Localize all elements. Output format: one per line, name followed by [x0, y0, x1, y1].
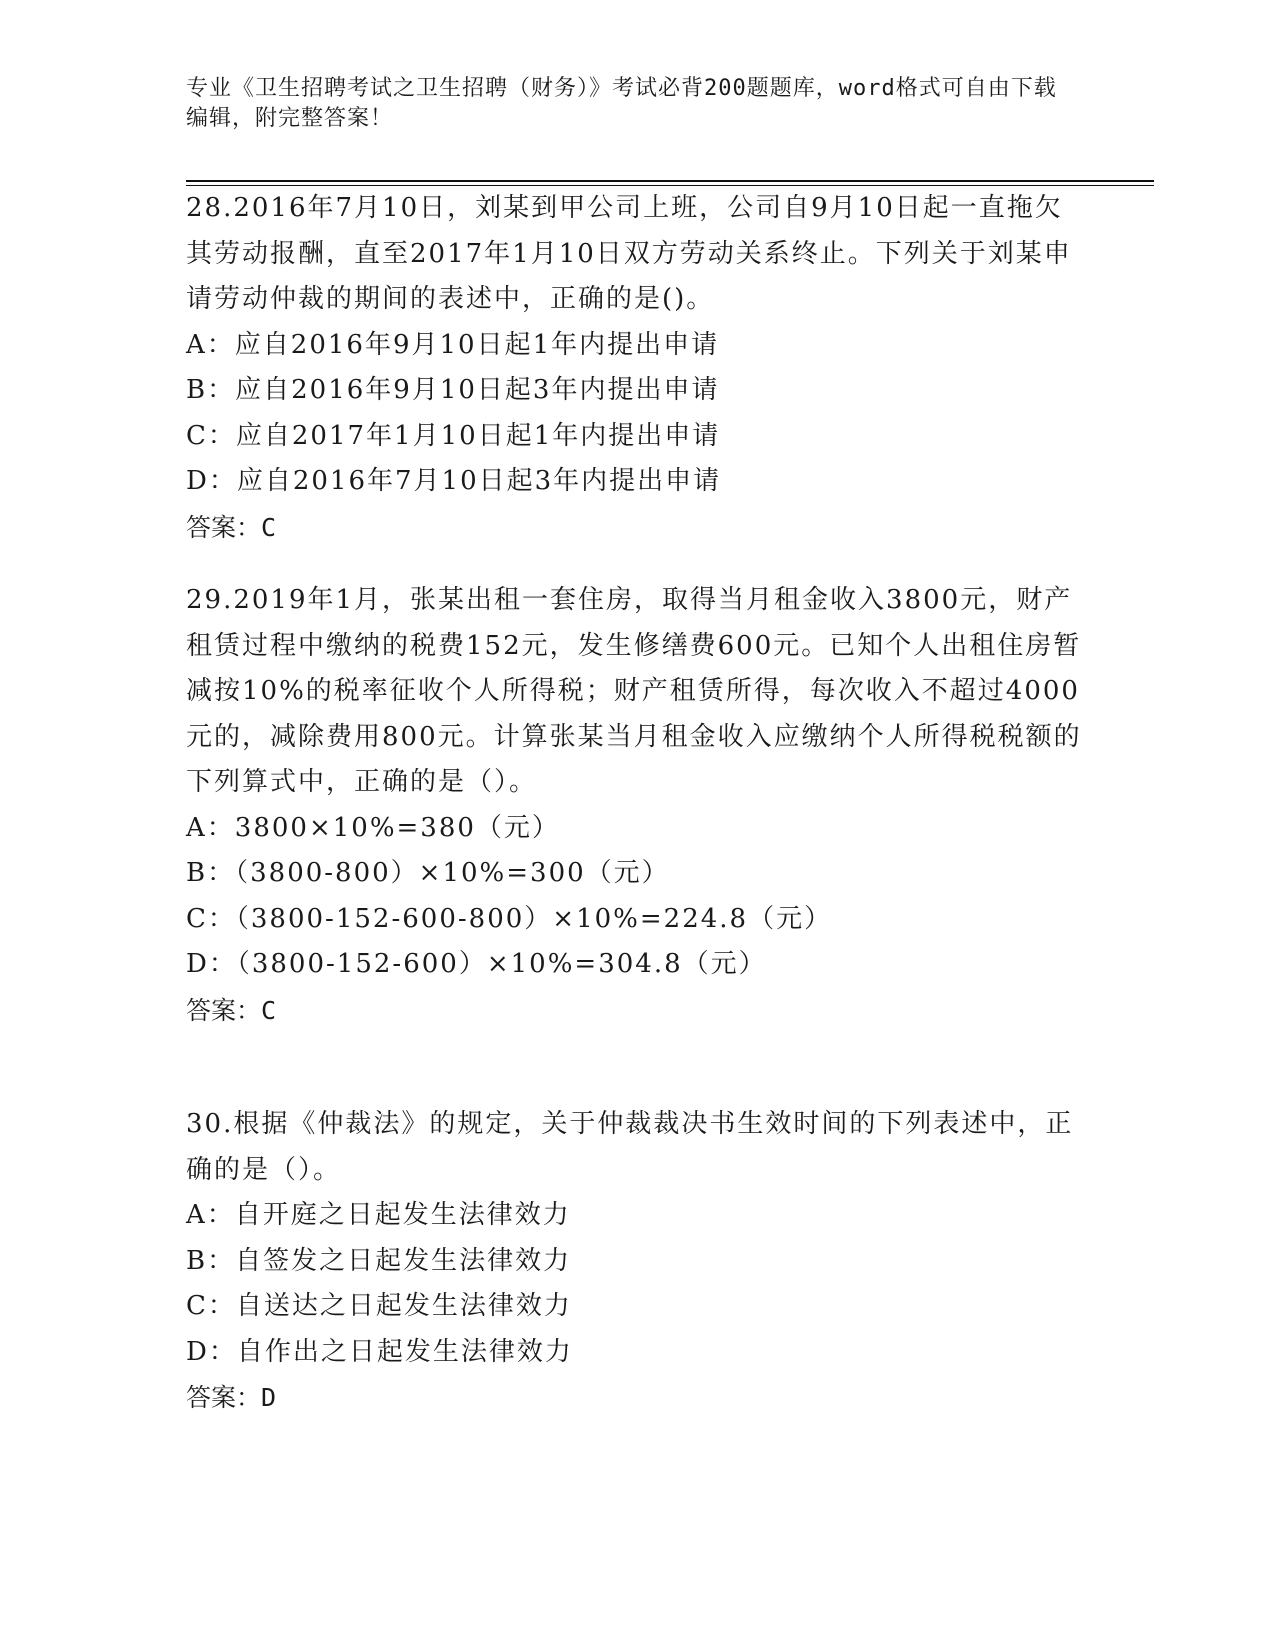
option-d: D：应自2016年7月10日起3年内提出申请 [186, 466, 722, 496]
option-d: D：（3800-152-600）×10%=304.8（元） [186, 949, 767, 979]
option-b: B：自签发之日起发生法律效力 [186, 1245, 572, 1276]
header-divider-thick [186, 180, 1154, 182]
option-a: A：自开庭之日起发生法律效力 [186, 1200, 571, 1230]
option-a: A：3800×10%=380（元） [186, 812, 560, 843]
option-b: B：（3800-800）×10%=300（元） [186, 858, 670, 888]
question-29 [186, 578, 1086, 1033]
question-30 [186, 1102, 1086, 1421]
option-b: B：应自2016年9月10日起3年内提出申请 [186, 375, 720, 405]
option-c: C：应自2017年1月10日起1年内提出申请 [186, 420, 721, 451]
answer-label: 答案：D [186, 1383, 277, 1412]
answer-label: 答案：C [186, 512, 277, 542]
question-stem: 29.2019年1月，张某出租一套住房，取得当月租金收入3800元，财产租赁过程中缴纳的税费152元，发生修缮费600元。已知个人出租住房暂减按10%的税率征收个人所得税；财产租赁所得，每次收入不超过4000元的，减除费用800元。计算张某当月租金收入应缴纳个人所得税税额的下列算式中，正确的是（）。 [186, 585, 1082, 797]
option-d: D：自作出之日起发生法律效力 [186, 1336, 573, 1367]
option-a: A：应自2016年9月10日起1年内提出申请 [186, 329, 720, 360]
question-28 [186, 186, 1086, 550]
question-stem: 28.2016年7月10日，刘某到甲公司上班，公司自9月10日起一直拖欠其劳动报酬，直至2017年1月10日双方劳动关系终止。下列关于刘某申请劳动仲裁的期间的表述中，正确的是()。 [186, 193, 1072, 314]
answer-label: 答案：C [186, 995, 277, 1025]
header-text: 专业《卫生招聘考试之卫生招聘（财务）》考试必背200题题库，word格式可自由下载编辑，附完整答案！ [186, 76, 1057, 131]
document-header [186, 74, 1066, 134]
option-c: C：（3800-152-600-800）×10%=224.8（元） [186, 903, 833, 934]
question-stem: 30.根据《仲裁法》的规定，关于仲裁裁决书生效时间的下列表述中，正确的是（）。 [186, 1109, 1074, 1185]
option-c: C：自送达之日起发生法律效力 [186, 1291, 572, 1321]
